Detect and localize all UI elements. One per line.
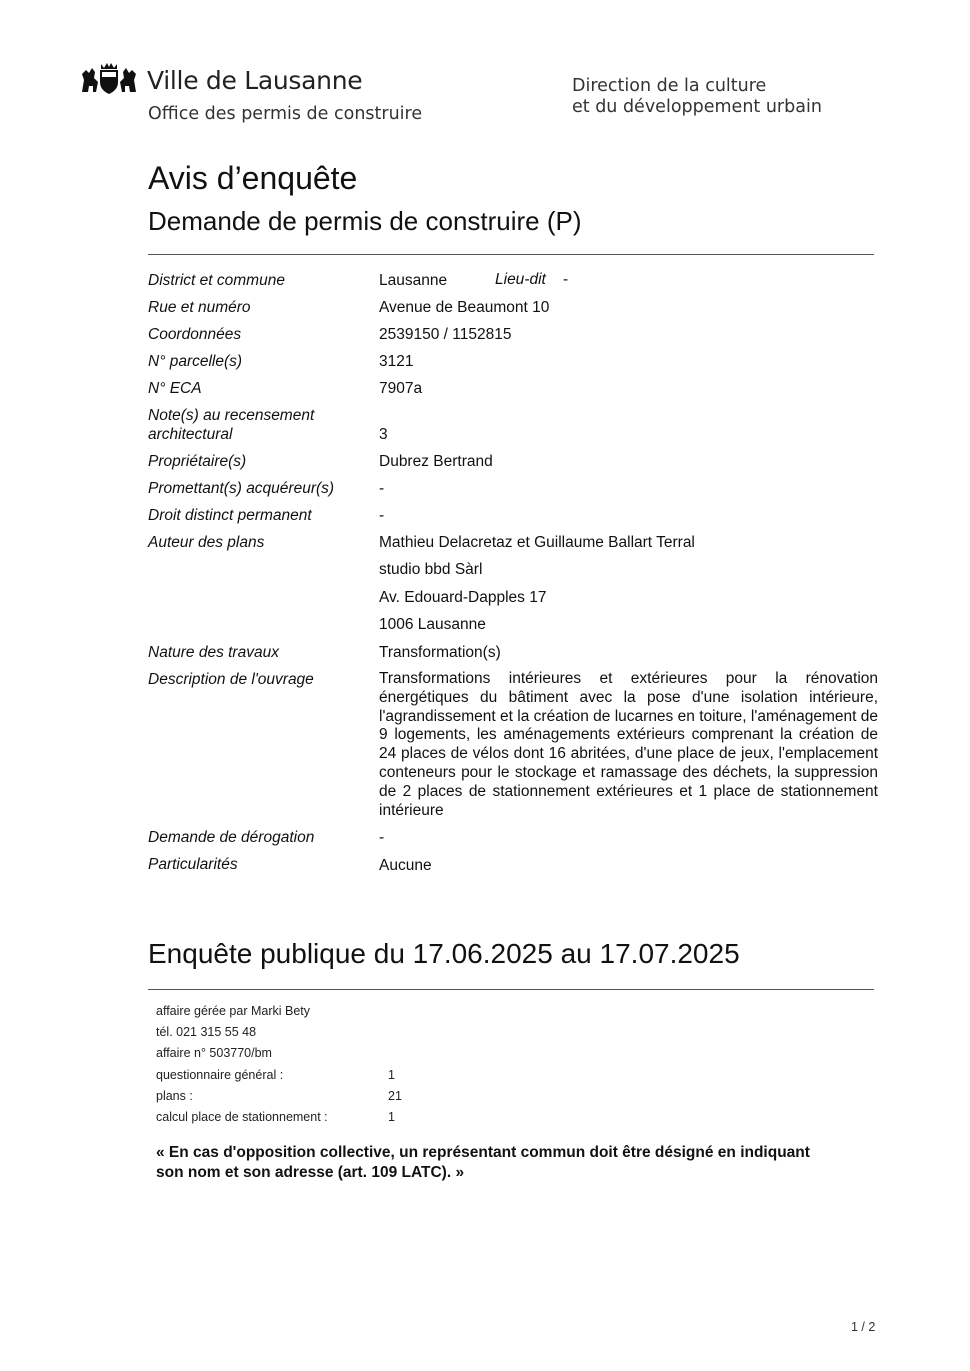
office-name: Office des permis de construire [148,104,423,124]
coat-of-arms-icon [80,62,138,96]
eca-label: N° ECA [148,380,202,397]
calcul-label: calcul place de stationnement : [156,1110,328,1124]
enquete-title: Enquête publique du 17.06.2025 au 17.07.2025 [148,938,740,969]
derogation-value: - [379,829,385,846]
description-label: Description de l'ouvrage [148,671,314,688]
coordonnees-label: Coordonnées [148,326,242,343]
divider [148,989,874,990]
district-value: Lausanne [379,272,448,289]
proprietaire-value: Dubrez Bertrand [379,453,493,470]
opposition-note [156,1143,876,1183]
eca-value: 7907a [379,380,423,397]
page-subtitle: Demande de permis de construire (P) [148,206,582,236]
calcul-value: 1 [388,1110,395,1124]
nature-value: Transformation(s) [379,644,501,661]
plans-value: 21 [388,1089,402,1103]
droit-value: - [379,507,385,524]
questionnaire-value: 1 [388,1068,395,1082]
description-value: Transformations intérieures et extérieures pour la rénovation énergétiques du bâtiment avec la pose d'une isolation intérieure, l'agrandissement et la création de lucarnes en toiture, l'aménagement de 9 logements, les aménagements extérieurs comprenant la création de 24 places de vélos dont 16 abritées, d'une place de jeux, l'emplacement conteneurs pour le stockage et ramassage des déchets, la suppression de 2 places de stationnement extérieures et 1 place de stationnement intérieure [379,670,878,819]
direction-line-2: et du développement urbain [572,97,822,117]
opposition-note-line-2: son nom et son adresse (art. 109 LATC). » [156,1164,465,1181]
nature-label: Nature des travaux [148,644,279,661]
parcelle-value: 3121 [379,353,414,370]
droit-label: Droit distinct permanent [148,507,312,524]
proprietaire-label: Propriétaire(s) [148,453,247,470]
city-name: Ville de Lausanne [147,66,363,95]
promettant-value: - [379,480,385,497]
auteur-name: Mathieu Delacretaz et Guillaume Ballart Terral [379,534,695,551]
divider [148,254,874,255]
auteur-street: Av. Edouard-Dapples 17 [379,589,547,606]
recensement-label-line-1: Note(s) au recensement [148,407,315,424]
coordonnees-value: 2539150 / 1152815 [379,326,512,343]
parcelle-label: N° parcelle(s) [148,353,243,370]
rue-label: Rue et numéro [148,299,251,316]
direction-block [572,76,822,118]
page-number: 1 / 2 [851,1320,876,1334]
recensement-label [148,406,314,444]
recensement-label-line-2: architectural [148,426,233,443]
auteur-company: studio bbd Sàrl [379,561,483,578]
rue-value: Avenue de Beaumont 10 [379,299,550,316]
lieu-dit-value: - [563,271,569,288]
affaire-number: affaire n° 503770/bm [156,1046,272,1060]
particularites-value: Aucune [379,857,432,874]
opposition-note-line-1: « En cas d'opposition collective, un représentant commun doit être désigné en indiquant [156,1144,810,1161]
telephone: tél. 021 315 55 48 [156,1025,257,1039]
auteur-city: 1006 Lausanne [379,616,486,633]
plans-label: plans : [156,1089,193,1103]
direction-line-1: Direction de la culture [572,76,767,96]
auteur-label: Auteur des plans [148,534,265,551]
gere-par: affaire gérée par Marki Bety [156,1004,311,1018]
questionnaire-label: questionnaire général : [156,1068,284,1082]
lieu-dit-label: Lieu-dit [495,271,546,288]
particularites-label: Particularités [148,856,238,873]
recensement-value: 3 [379,426,388,443]
district-label: District et commune [148,272,285,289]
page-title: Avis d’enquête [148,160,358,196]
promettant-label: Promettant(s) acquéreur(s) [148,480,335,497]
derogation-label: Demande de dérogation [148,829,315,846]
